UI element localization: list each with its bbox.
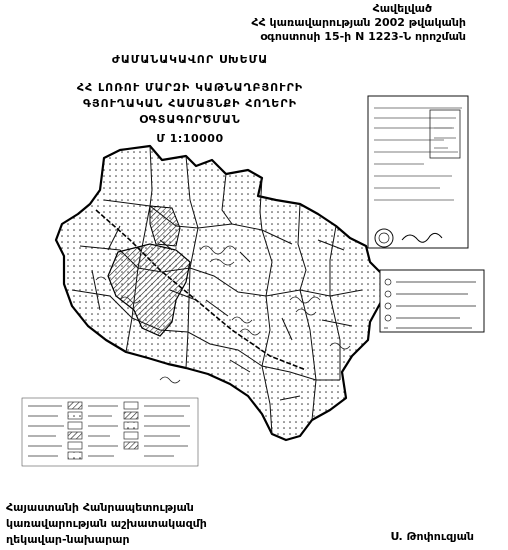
approval-stamp-panel	[368, 96, 468, 248]
community-territory	[56, 146, 384, 440]
approval-line-1: Հավելված	[372, 2, 432, 15]
title-line-2: ՀՀ ԼՈՌՈՒ ՄԱՐԶԻ ԿԱԹՆԱՂԲՅՈՒՐԻ	[76, 81, 304, 94]
map-scale: Մ 1:10000	[156, 132, 224, 145]
title-line-3: ԳՅՈՒՂԱԿԱՆ ՀԱՄԱՅՆՔԻ ՀՈՂԵՐԻ	[83, 97, 297, 110]
title-line-1: ԺԱՄԱՆԱԿԱՎՈՐ ՍԽԵՄԱ	[111, 53, 269, 66]
signer-line-1: Հայաստանի Հանրապետության	[6, 501, 194, 514]
legend-left	[22, 398, 198, 466]
approval-line-2: ՀՀ կառավարության 2002 թվականի	[251, 16, 466, 29]
signer-title	[6, 500, 207, 548]
signer-line-3: ղեկավար-նախարար	[6, 533, 130, 546]
signer-line-2: կառավարության աշխատակազմի	[6, 517, 207, 530]
title-line-4: ՕԳՏԱԳՈՐԾՄԱՆ	[139, 113, 241, 126]
approval-line-3: օգոստոսի 15-ի N 1223-Ն որոշման	[260, 30, 466, 43]
signer-name: Ս. Թոփուզյան	[390, 530, 474, 543]
legend-right	[380, 270, 484, 332]
